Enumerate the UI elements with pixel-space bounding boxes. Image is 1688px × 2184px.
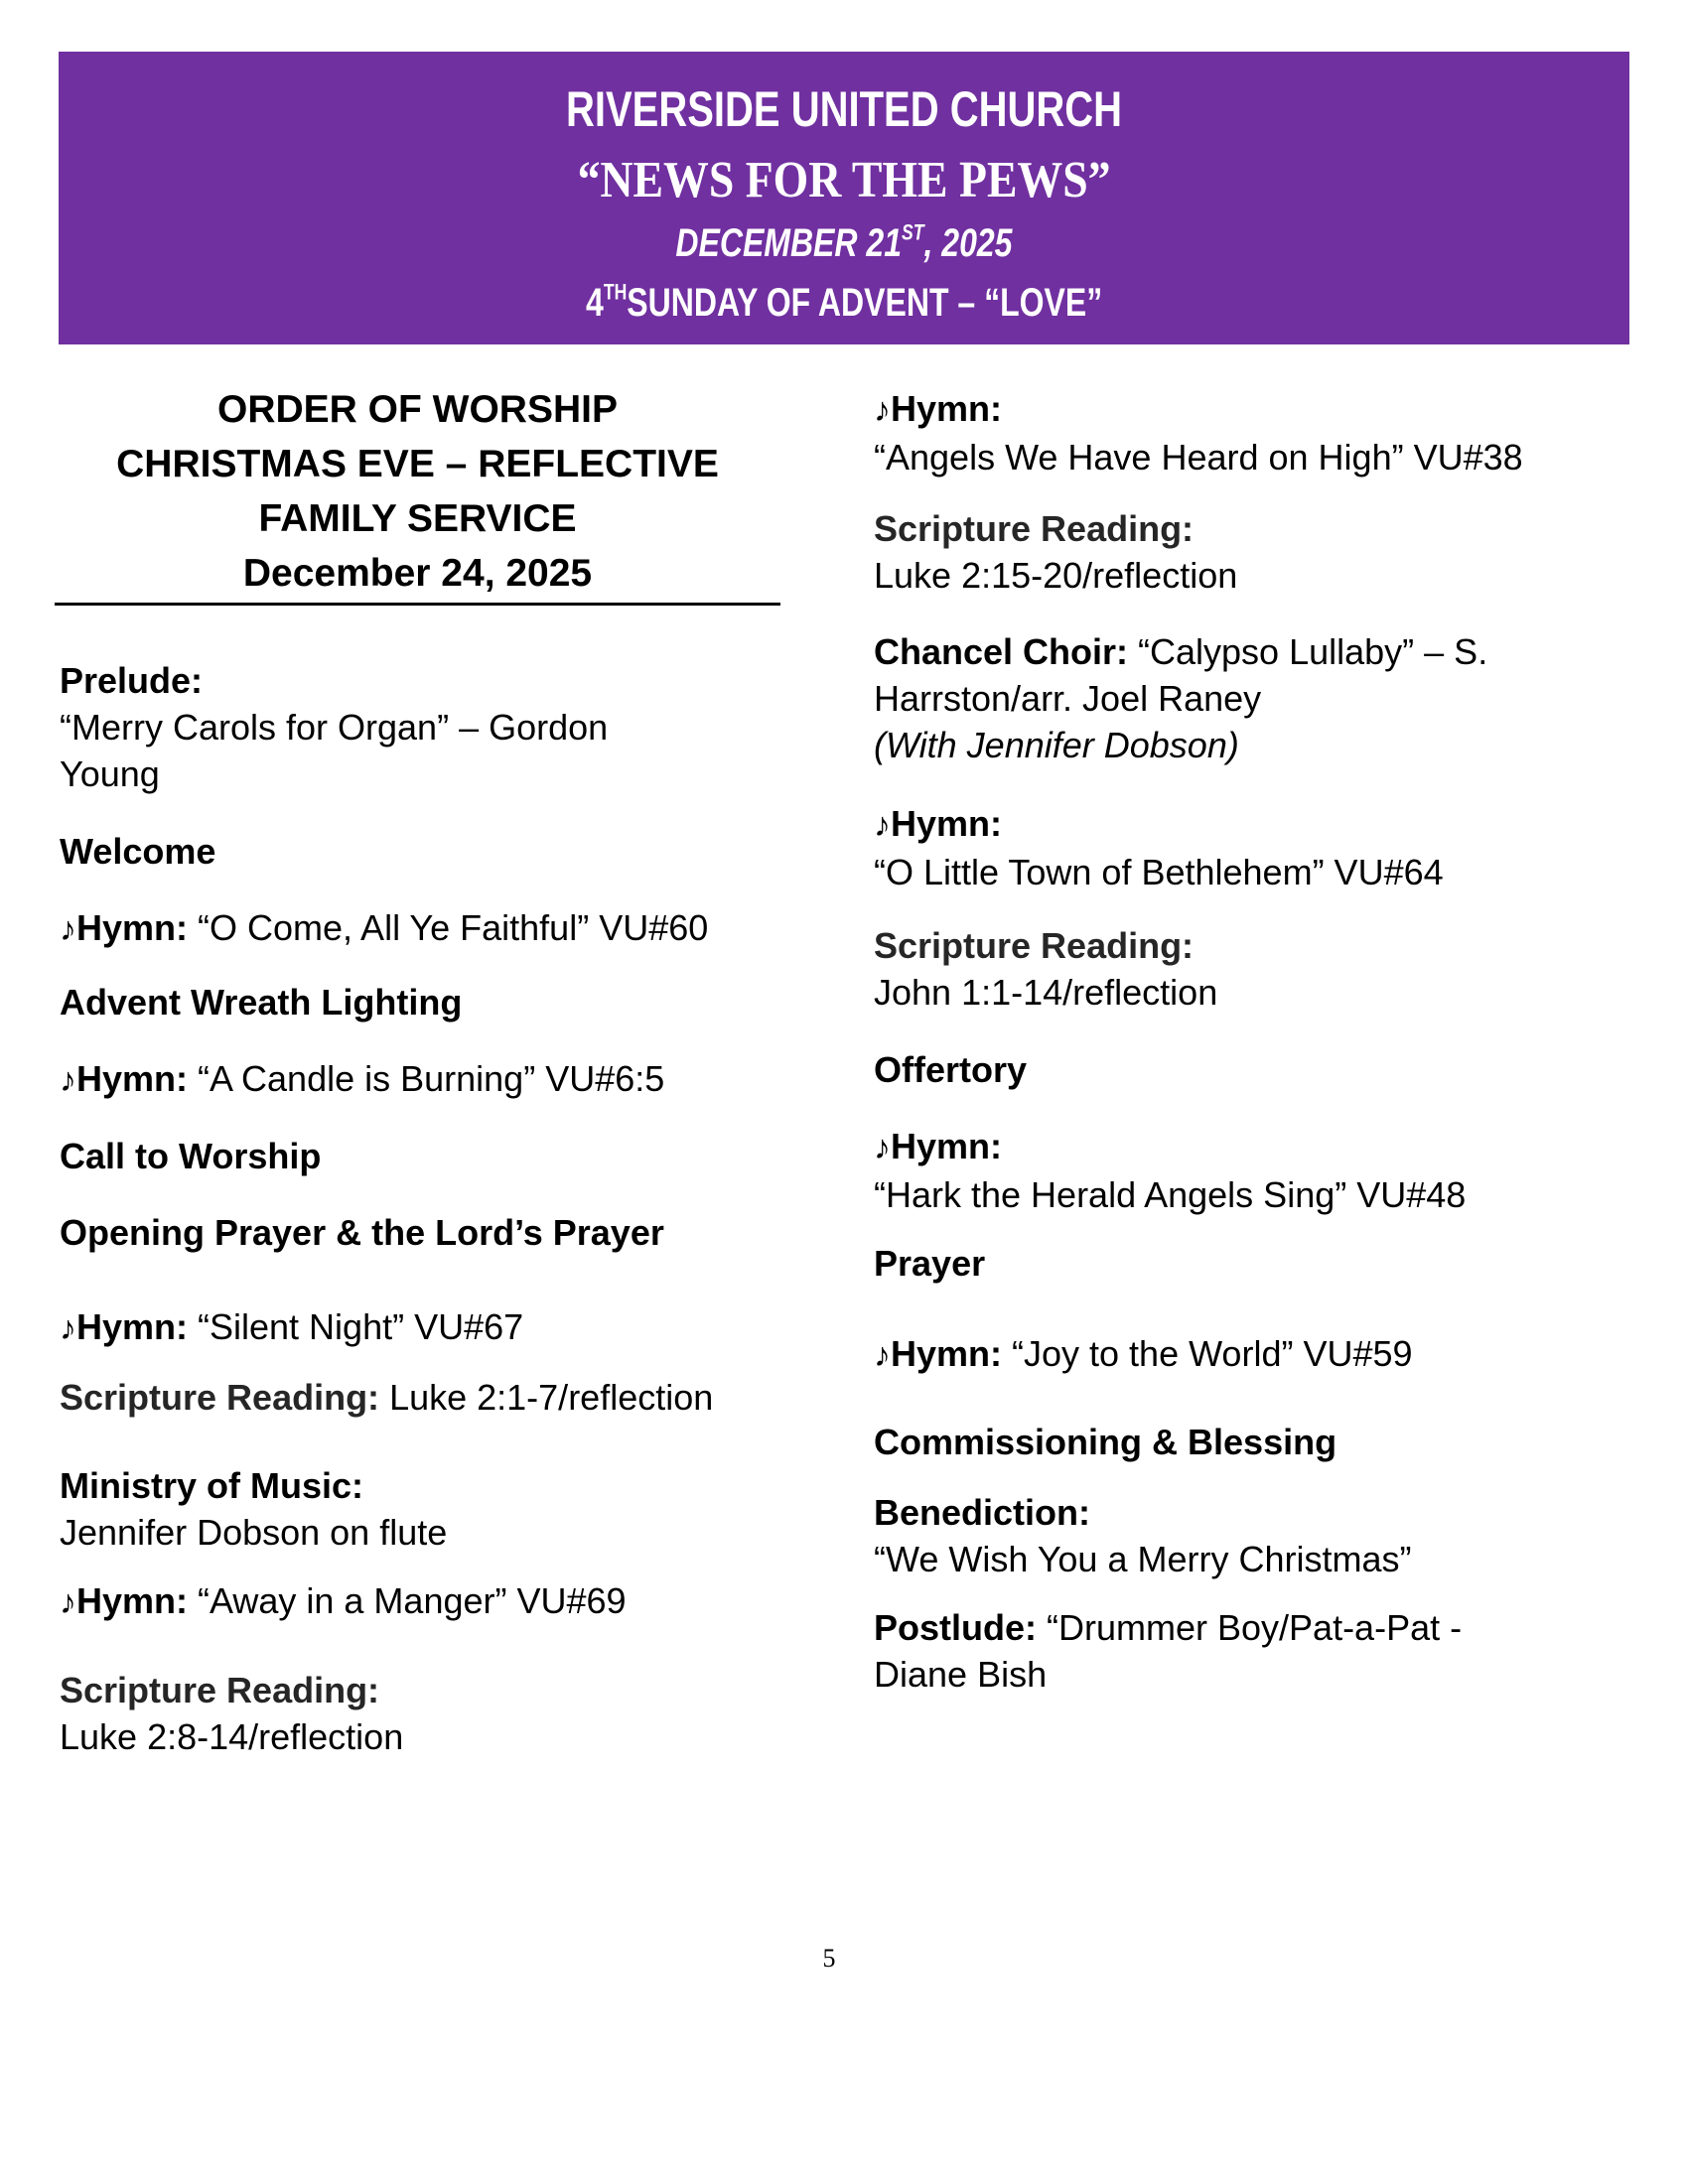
- title-divider: [55, 603, 780, 606]
- music-note-icon: ♪: [874, 391, 891, 429]
- church-name: RIVERSIDE UNITED CHURCH: [565, 81, 1123, 137]
- worship-item-prelude: Prelude: “Merry Carols for Organ” – Gordon Young: [60, 660, 609, 794]
- newsletter-title: “NEWS FOR THE PEWS”: [577, 152, 1111, 208]
- music-note-icon: ♪: [60, 1309, 76, 1347]
- worship-item-benediction: Benediction: “We Wish You a Merry Christmas”: [874, 1492, 1412, 1579]
- worship-item-commissioning: Commissioning & Blessing: [874, 1422, 1337, 1462]
- worship-item-hymn: ♪Hymn: “Hark the Herald Angels Sing” VU#48: [874, 1126, 1467, 1215]
- music-note-icon: ♪: [874, 1129, 891, 1166]
- worship-item-welcome: Welcome: [60, 831, 216, 872]
- title-line: CHRISTMAS EVE – REFLECTIVE: [116, 443, 719, 485]
- service-date: December 24, 2025: [242, 552, 593, 595]
- newsletter-banner: [59, 52, 1629, 344]
- worship-item-hymn: ♪Hymn: “Silent Night” VU#67: [60, 1306, 524, 1347]
- newsletter-date: DECEMBER 21ST, 2025: [675, 219, 1013, 265]
- worship-item-scripture: Scripture Reading: Luke 2:15-20/reflection: [874, 508, 1238, 596]
- music-note-icon: ♪: [60, 910, 76, 948]
- title-line: ORDER OF WORSHIP: [216, 388, 618, 431]
- worship-item-hymn: ♪Hymn: “Away in a Manger” VU#69: [60, 1580, 627, 1621]
- music-note-icon: ♪: [60, 1583, 76, 1621]
- worship-item-opening-prayer: Opening Prayer & the Lord’s Prayer: [60, 1212, 664, 1253]
- title-line: FAMILY SERVICE: [258, 497, 577, 540]
- worship-item-scripture: Scripture Reading: Luke 2:1-7/reflection: [60, 1377, 714, 1418]
- worship-item-call-to-worship: Call to Worship: [60, 1136, 322, 1176]
- worship-item-hymn: ♪Hymn: “Joy to the World” VU#59: [874, 1333, 1413, 1374]
- worship-item-ministry-of-music: Ministry of Music: Jennifer Dobson on flute: [60, 1465, 448, 1553]
- worship-item-scripture: Scripture Reading: Luke 2:8-14/reflection: [60, 1670, 404, 1757]
- worship-item-hymn: ♪Hymn: “A Candle is Burning” VU#6:5: [60, 1058, 665, 1099]
- worship-item-hymn: ♪Hymn: “O Little Town of Bethlehem” VU#64: [874, 803, 1444, 892]
- order-of-worship-title: [55, 382, 780, 601]
- worship-item-prayer: Prayer: [874, 1243, 986, 1284]
- worship-item-chancel-choir: Chancel Choir: “Calypso Lullaby” – S. Harrston/arr. Joel Raney (With Jennifer Dobson): [874, 631, 1488, 765]
- music-note-icon: ♪: [60, 1061, 76, 1099]
- sunday-theme: 4THSUNDAY OF ADVENT – “LOVE”: [585, 279, 1103, 325]
- music-note-icon: ♪: [874, 1336, 891, 1374]
- worship-item-hymn: ♪Hymn: “Angels We Have Heard on High” VU#38: [874, 388, 1523, 478]
- worship-item-advent-wreath: Advent Wreath Lighting: [60, 982, 463, 1023]
- worship-item-postlude: Postlude: “Drummer Boy/Pat-a-Pat - Diane Bish: [874, 1607, 1463, 1695]
- worship-item-hymn: ♪Hymn: “O Come, All Ye Faithful” VU#60: [60, 907, 709, 948]
- music-note-icon: ♪: [874, 806, 891, 844]
- page-number: 5: [822, 1944, 836, 1973]
- worship-item-offertory: Offertory: [874, 1049, 1028, 1090]
- worship-item-scripture: Scripture Reading: John 1:1-14/reflection: [874, 925, 1218, 1013]
